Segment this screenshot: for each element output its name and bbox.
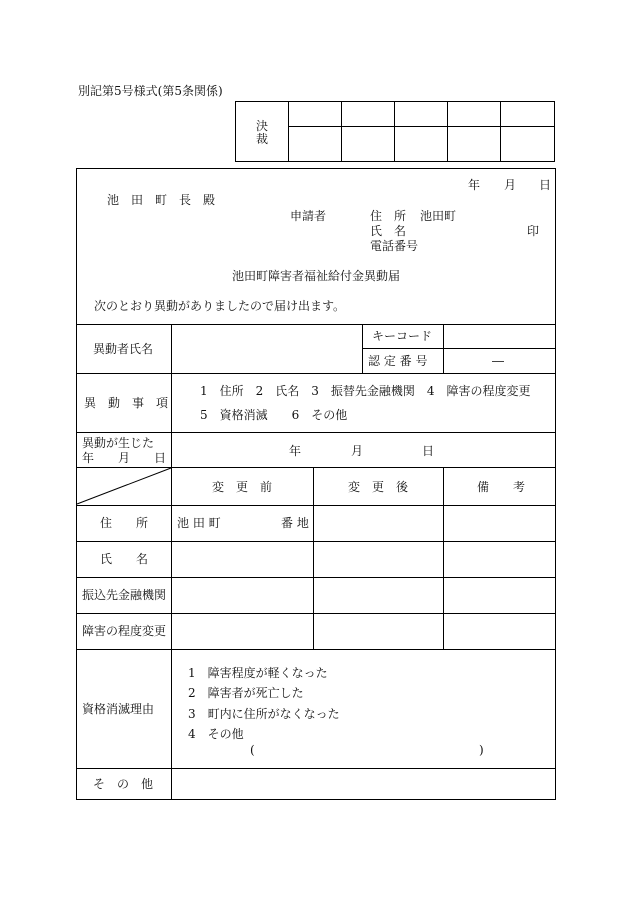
name-row-label: 氏 名 (100, 552, 149, 566)
approval-label: 決 (256, 119, 269, 133)
address-before-suffix: 番 地 (281, 516, 309, 530)
other-label: そ の 他 (93, 777, 154, 791)
addressee: 池 田 町 長 殿 (107, 193, 216, 207)
date-month: 月 (504, 178, 517, 192)
phone-label: 電話番号 (370, 239, 419, 253)
date-occurred-label: 異動が生じた (82, 436, 155, 450)
loss-reason-label: 資格消滅理由 (82, 702, 155, 716)
date-day: 日 (539, 178, 552, 192)
date-occurred-month: 月 (351, 444, 364, 458)
loss-reason-item: 1 障害程度が軽くなった (188, 666, 328, 680)
address-row-label: 住 所 (100, 516, 149, 530)
col-after-header: 変 更 後 (348, 480, 409, 494)
address-label: 住 所 (370, 209, 407, 223)
approval-label: 裁 (256, 132, 269, 146)
address-value: 池田町 (420, 209, 457, 223)
paren-open: ( (250, 743, 255, 757)
change-items-line2: 5 資格消滅 6 その他 (200, 408, 348, 422)
form-id: 別記第5号様式(第5条関係) (78, 84, 223, 98)
cert-no-label: 認 定 番 号 (368, 354, 428, 368)
col-remarks-header: 備 考 (477, 480, 526, 494)
applicant-label: 申請者 (290, 209, 327, 223)
change-items-line1: 1 住所 2 氏名 3 振替先金融機関 4 障害の程度変更 (200, 384, 531, 398)
col-before-header: 変 更 前 (212, 480, 273, 494)
loss-reason-item: 2 障害者が死亡した (188, 686, 304, 700)
statement: 次のとおり異動がありましたので届け出ます。 (94, 299, 346, 313)
key-code-label: キーコード (372, 329, 433, 343)
loss-reason-item: 4 その他 (188, 727, 244, 741)
paren-close: ) (479, 743, 484, 757)
date-year: 年 (468, 178, 481, 192)
loss-reason-item: 3 町内に住所がなくなった (188, 707, 340, 721)
seal-mark: 印 (527, 224, 540, 238)
date-occurred-day: 日 (422, 444, 435, 458)
name-label: 氏 名 (370, 224, 407, 238)
address-before-prefix: 池 田 町 (177, 516, 221, 530)
person-name-label: 異動者氏名 (93, 342, 154, 356)
cert-no-value: ― (492, 354, 504, 368)
date-occurred-label: 年 月 日 (82, 451, 167, 465)
change-items-label: 異 動 事 項 (84, 396, 169, 410)
form-title: 池田町障害者福祉給付金異動届 (232, 269, 401, 283)
date-occurred-year: 年 (289, 444, 302, 458)
disability-row-label: 障害の程度変更 (82, 624, 167, 638)
bank-row-label: 振込先金融機関 (82, 588, 167, 602)
